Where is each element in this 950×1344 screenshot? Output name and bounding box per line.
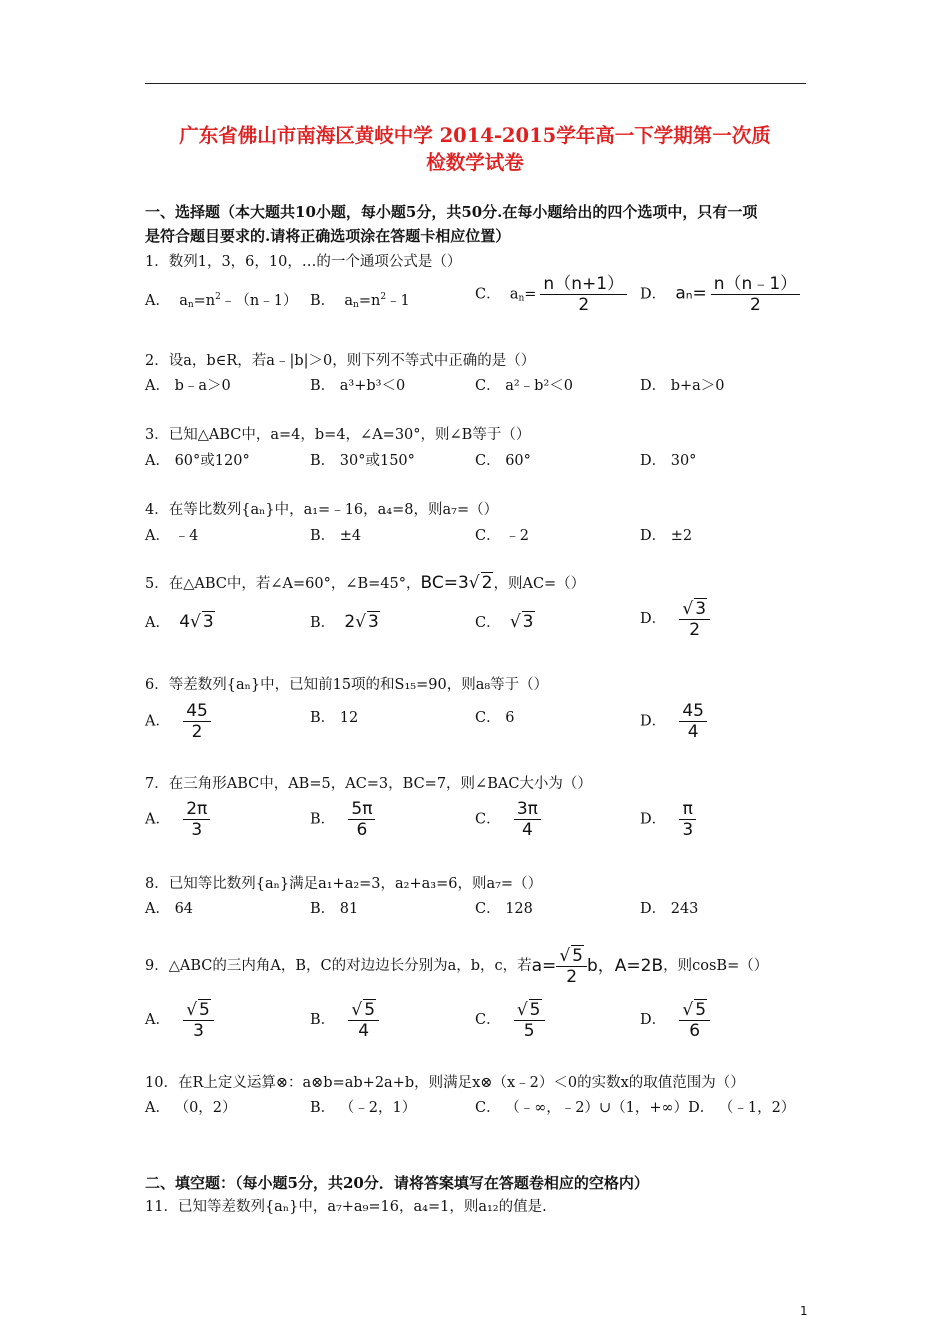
q6d-numerator: 45 [682,701,704,721]
q5d-radicand: 3 [695,599,707,619]
q7d-denominator: 3 [682,820,694,840]
q9b-radicand: 5 [364,1000,376,1020]
q2-option-a: A． b﹣a＞0 [145,378,231,394]
title-line-1: 广东省佛山市南海区黄岐中学 2014-2015学年高一下学期第一次质 [179,124,771,147]
q9-stem-tail: ，则cosB=（） [663,958,769,974]
q9a-radicand: 5 [199,1000,210,1020]
question-7-stem: 7．在三角形ABC中，AB=5，AC=3，BC=7，则∠BAC大小为（） [145,776,592,792]
q1d-lhs: aₙ= [675,283,707,304]
section-1-line-2: 是符合题目要求的.请将正确选项涂在答题卡相应位置） [145,227,511,245]
q5-stem-text: 5．在△ABC中，若∠A=60°，∠B=45°， [145,576,421,592]
page-number: 1 [800,1304,808,1318]
header-rule [145,83,806,84]
q1-option-a: A． $a_n=n^2﹣(n﹣1)$ [145,292,298,310]
q6d-denominator: 4 [687,722,699,742]
question-3-stem: 3．已知△ABC中，a=4，b=4，∠A=30°，则∠B等于（） [145,427,531,443]
document-title [130,122,820,176]
q3-option-a: A． 60°或120° [145,453,250,469]
question-1-stem: 1．数列1，3，6，10，…的一个通项公式是（） [145,254,462,270]
q10-option-a: A． （0，2） [145,1100,237,1116]
q1-option-d: D． aₙ= $\frac{n(n﹣1)}{2}$ [640,274,800,315]
q5-option-c: C． √ 3 [475,612,534,632]
q7c-denominator: 4 [521,820,533,840]
q9-option-c: C． $\frac{√ 5}{5}$ [475,999,545,1041]
q5b-radicand: 3 [368,612,379,632]
q5-option-b: B． 2√ 3 [310,612,379,632]
q7-option-a: A． $\frac{2\pi}{3}$ [145,799,210,840]
q1c-numerator: n（n+1） [543,274,625,294]
q7d-numerator: π [682,799,693,819]
q7-option-d: D． $\frac{\pi}{3}$ [640,799,696,840]
q1-option-c: C． $a_n=$ $\frac{n(n+1)}{2}$ [475,274,627,315]
q8-option-b: B． 81 [310,901,359,917]
q4-option-b: B． ±4 [310,528,362,544]
question-6-stem: 6．等差数列{aₙ}中，已知前15项的和S₁₅=90，则a₈等于（） [145,677,549,693]
q2-option-c: C． a²﹣b²＜0 [475,378,573,394]
q8-option-a: A． 64 [145,901,194,917]
q5a-radicand: 3 [202,612,214,632]
question-4-stem: 4．在等比数列{aₙ}中，a₁=﹣16，a₄=8，则a₇=（） [145,502,499,518]
q1-option-b: B． $a_n=n^2﹣1$ [310,292,410,310]
q9-lhs: a= [531,956,557,976]
q7-option-b: B． $\frac{5\pi}{6}$ [310,799,375,840]
q7-option-c: C． $\frac{3\pi}{4}$ [475,799,541,840]
section-2-heading: 二、填空题：（每小题5分，共20分．请将答案填写在答题卷相应的空格内） [145,1174,649,1192]
q5-stem-math: BC=3√ 2 [420,573,493,593]
question-10-stem: 10．在R上定义运算⊗：a⊗b=ab+2a+b，则满足x⊗（x﹣2）＜0的实数x的取值范围为（） [145,1075,745,1091]
q7a-numerator: 2π [186,799,208,819]
q10-option-b: B． （﹣2，1） [310,1100,417,1116]
q5c-radicand: 3 [522,612,534,632]
q3-option-d: D． 30° [640,453,697,469]
q4-option-a: A． ﹣4 [145,528,199,544]
q6-option-d: D． $\frac{45}{4}$ [640,701,707,742]
q1d-numerator: n（n﹣1） [713,274,798,294]
q4-option-c: C． ﹣2 [475,528,529,544]
question-5-stem [145,572,815,594]
q2-option-b: B． a³+b³＜0 [310,378,406,394]
q9d-radicand: 5 [695,1000,707,1020]
q9-stem-text: 9．△ABC的三内角A，B，C的对边边长分别为a，b，c，若 [145,958,532,974]
q6-option-b: B． 12 [310,710,359,726]
q1c-denominator: 2 [578,295,590,315]
q1d-denominator: 2 [750,295,761,315]
q10-option-c-d: C． （﹣∞，﹣2）∪（1，+∞）D． （﹣1，2） [475,1100,796,1116]
q9-denominator: 2 [566,967,578,987]
q5-option-a: A． 4√ 3 [145,612,214,632]
q7c-numerator: 3π [516,799,538,819]
q5b-coef: 2 [344,612,356,632]
q3-option-c: C． 60° [475,453,531,469]
q8-option-d: D． 243 [640,901,699,917]
q6-option-c: C． 6 [475,710,515,726]
question-11-stem: 11．已知等差数列{aₙ}中，a₇+a₉=16，a₄=1，则a₁₂的值是. [145,1199,547,1215]
q5d-denominator: 2 [689,620,701,640]
question-2-stem: 2．设a，b∈R，若a﹣|b|＞0，则下列不等式中正确的是（） [145,353,536,369]
q9-radicand: 5 [572,946,583,966]
title-line-2: 检数学试卷 [426,151,524,174]
section-1-heading [145,200,815,248]
q9c-denominator: 5 [523,1021,535,1041]
q8-option-c: C． 128 [475,901,533,917]
q9-tail-math: b，A=2B [586,956,664,976]
q7a-denominator: 3 [191,820,203,840]
q7b-denominator: 6 [356,820,368,840]
section-1-line-1: 一、选择题（本大题共10小题，每小题5分，共50分.在每小题给出的四个选项中，只有一项 [145,203,758,221]
q6-option-a: A． $\frac{45}{2}$ [145,701,211,742]
q9c-radicand: 5 [529,1000,541,1020]
q3-option-b: B． 30°或150° [310,453,415,469]
q2-option-d: D． b+a＞0 [640,378,725,394]
q9-option-a: A． $\frac{√ 5}{3}$ [145,999,214,1041]
q6a-numerator: 45 [186,701,208,721]
q5-option-d: D． $\frac{√ 3}{2}$ [640,598,710,640]
q5-stem-tail: ，则AC=（） [493,576,586,592]
q5a-coef: 4 [179,612,191,632]
q9b-denominator: 4 [358,1021,370,1041]
q4-option-d: D． ±2 [640,528,693,544]
question-9-stem: 9．△ABC的三内角A，B，C的对边边长分别为a，b，c，若 a= $\frac{√ 5}{2}$ b，A=2B ，则cosB=（） [145,946,769,987]
q9a-denominator: 3 [193,1021,204,1041]
q9d-denominator: 6 [689,1021,701,1041]
q7b-numerator: 5π [351,799,373,819]
q9-option-d: D． $\frac{√ 5}{6}$ [640,999,710,1041]
q9-option-b: B． $\frac{√ 5}{4}$ [310,999,379,1041]
question-8-stem: 8．已知等比数列{aₙ}满足a₁+a₂=3，a₂+a₃=6，则a₇=（） [145,876,543,892]
q6a-denominator: 2 [191,722,203,742]
